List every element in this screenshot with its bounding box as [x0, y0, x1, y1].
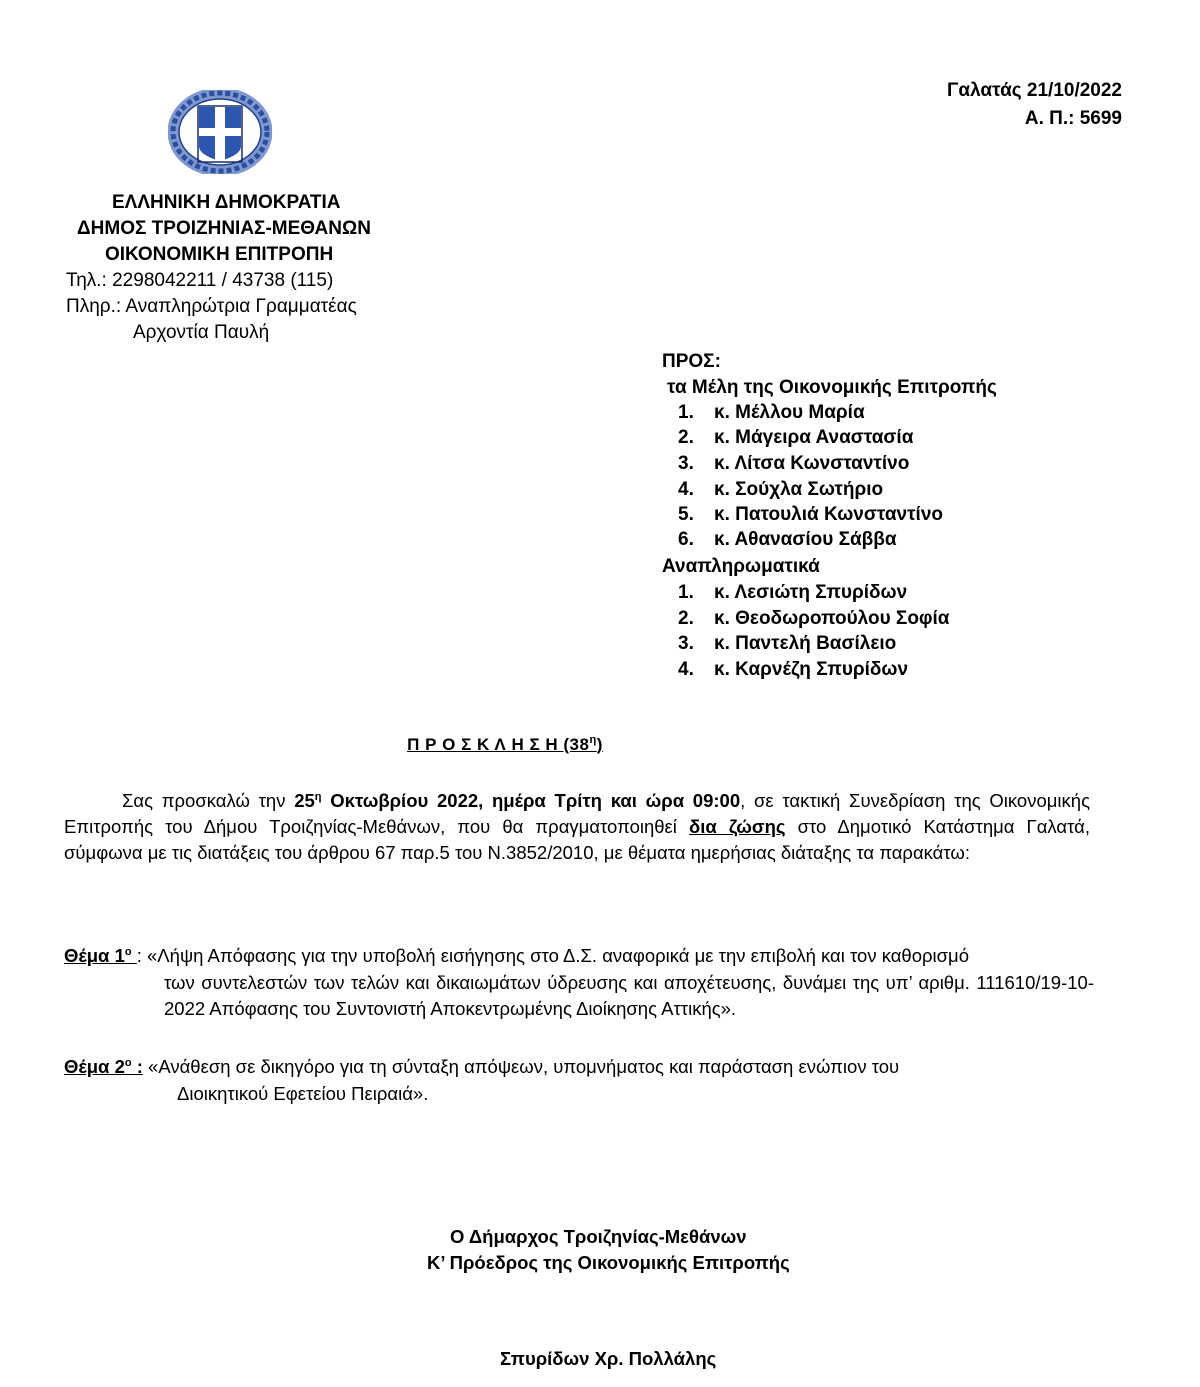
- members-label: τα Μέλη της Οικονομικής Επιτροπής: [667, 377, 997, 398]
- invitation-title-end: ): [596, 735, 603, 754]
- in-person-note: δια ζώσης: [689, 816, 786, 838]
- agenda-topic-label-sup: ο: [124, 946, 132, 958]
- alternate-number: 1.: [678, 582, 694, 603]
- agenda-topic-text: «Λήψη Απόφασης για την υποβολή εισήγησης στο Δ.Σ. αναφορικά με την επιβολή και τον καθορισμό: [147, 945, 970, 966]
- invitation-title: [0, 735, 1010, 755]
- agenda-topic-label-sup: ο: [124, 1057, 132, 1069]
- meeting-date-time: Οκτωβρίου 2022, ημέρα Τρίτη και ώρα 09:00: [321, 790, 741, 811]
- agenda-topic-continuation: των συντελεστών των τελών και δικαιωμάτων ύδρευσης και αποχέτευσης, δυνάμει της υπ’ αριθμ. 111610/19-10-2022 Απόφασης του Συντονιστή Αποκεντρωμένης Διοίκησης Αττικής».: [164, 971, 1094, 1019]
- agenda-topic-continuation: Διοικητικού Εφετείου Πειραιά».: [177, 1082, 429, 1104]
- member-name: κ. Πατουλιά Κωνσταντίνο: [714, 504, 944, 525]
- agenda-topic-text: «Ανάθεση σε δικηγόρο για τη σύνταξη απόψεων, υπομνήματος και παράσταση ενώπιον του: [142, 1056, 900, 1077]
- sender-committee: ΟΙΚΟΝΟΜΙΚΗ ΕΠΙΤΡΟΠΗ: [105, 244, 334, 265]
- invitation-title-sup: η: [589, 734, 597, 746]
- signature-title: Ο Δήμαρχος Τροιζηνίας-Μεθάνων: [450, 1226, 747, 1247]
- member-number: 4.: [678, 479, 694, 500]
- member-number: 2.: [678, 427, 694, 448]
- alternate-number: 4.: [678, 659, 694, 680]
- member-name: κ. Μέλλου Μαρία: [714, 402, 865, 423]
- member-number: 3.: [678, 453, 694, 474]
- alternate-number: 2.: [678, 608, 694, 629]
- sender-phone: Τηλ.: 2298042211 / 43738 (115): [66, 270, 334, 291]
- place-date: Γαλατάς 21/10/2022: [947, 80, 1122, 101]
- agenda-topic-label-text: Θέμα 1: [64, 945, 125, 966]
- agenda-topic: [64, 943, 1094, 1023]
- sender-info: Πληρ.: Αναπληρώτρια Γραμματέας: [66, 296, 357, 317]
- agenda-topic-label-text: Θέμα 2: [64, 1056, 125, 1077]
- agenda-topic-first-line: [64, 1054, 1094, 1081]
- sender-country: ΕΛΛΗΝΙΚΗ ΔΗΜΟΚΡΑΤΙΑ: [112, 192, 341, 213]
- alternates-label: Αναπληρωματικά: [662, 556, 820, 577]
- body-text-3: στο Δημοτικό Κατάστημα Γαλατά, σύμφωνα με τις διατάξεις του άρθρου 67 παρ.5 του Ν.3852/2010, με θέματα ημερήσιας διάταξης τα παρακάτω:: [64, 816, 1090, 864]
- invitation-body: [64, 788, 1090, 867]
- agenda-topic: [64, 1054, 1094, 1107]
- agenda-topic-separator: :: [131, 1056, 143, 1077]
- signature-role: Κ’ Πρόεδρος της Οικονομικής Επιτροπής: [427, 1252, 790, 1273]
- alternate-number: 3.: [678, 633, 694, 654]
- agenda-topic-first-line: [64, 943, 1094, 970]
- protocol-number: Α. Π.: 5699: [1024, 108, 1122, 129]
- sender-municipality: ΔΗΜΟΣ ΤΡΟΙΖΗΝΙΑΣ-ΜΕΘΑΝΩΝ: [77, 218, 371, 239]
- member-number: 1.: [678, 402, 694, 423]
- meeting-day-sup: η: [314, 791, 322, 803]
- to-label: ΠΡΟΣ:: [662, 351, 721, 372]
- member-name: κ. Λίτσα Κωνσταντίνο: [714, 453, 910, 474]
- member-name: κ. Αθανασίου Σάββα: [714, 529, 897, 550]
- meeting-day: 25: [294, 790, 315, 811]
- invitation-title-text: Π Ρ Ο Σ Κ Λ Η Σ Η (38: [407, 735, 590, 754]
- member-name: κ. Μάγειρα Αναστασία: [714, 427, 914, 448]
- alternate-name: κ. Παντελή Βασίλειο: [714, 633, 897, 654]
- body-text-1: Σας προσκαλώ την: [122, 790, 295, 811]
- signature-name: Σπυρίδων Χρ. Πολλάλης: [500, 1348, 717, 1369]
- member-number: 5.: [678, 504, 694, 525]
- agenda-topic-separator: :: [136, 945, 148, 966]
- alternate-name: κ. Λεσιώτη Σπυρίδων: [714, 582, 908, 603]
- alternate-name: κ. Καρνέζη Σπυρίδων: [714, 659, 909, 680]
- sender-contact-name: Αρχοντία Παυλή: [133, 322, 270, 343]
- member-name: κ. Σούχλα Σωτήριο: [714, 479, 884, 500]
- agenda-topic-label: [64, 1056, 143, 1077]
- coat-of-arms-icon: [168, 90, 272, 174]
- member-number: 6.: [678, 529, 694, 550]
- agenda-topic-label: [64, 945, 137, 966]
- body-text-2: , σε τακτική Συνεδρίαση της Οικονομικής Επιτροπής του Δήμου Τροιζηνίας-Μεθάνων, που θα πραγματοποιηθεί: [64, 790, 1090, 838]
- alternate-name: κ. Θεοδωροπούλου Σοφία: [714, 608, 950, 629]
